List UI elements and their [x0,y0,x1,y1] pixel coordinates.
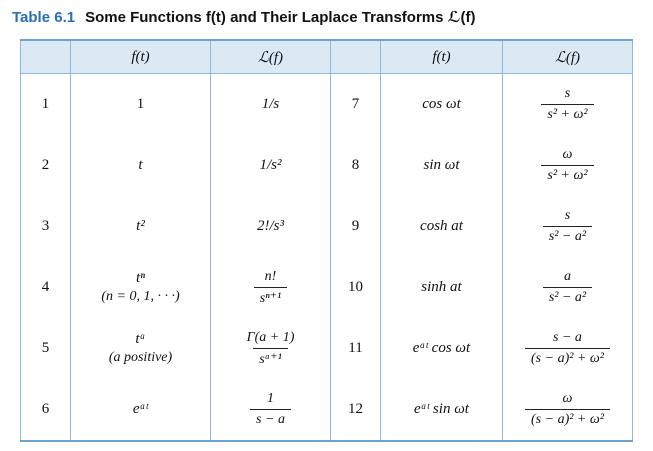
table-row [21,135,633,196]
transform-cell: 1/s [211,74,331,136]
function-cell: 1 [71,74,211,136]
function-note: (a positive) [108,350,173,365]
row-number: 2 [21,135,71,196]
function-cell: sin ωt [381,135,503,196]
row-number: 12 [331,379,381,441]
row-number: 10 [331,257,381,318]
function-cell: cosh at [381,196,503,257]
table-row [21,257,633,318]
row-number: 6 [21,379,71,441]
row-number: 4 [21,257,71,318]
table-row [21,379,633,441]
header-row [21,40,633,74]
function-cell: sinh at [381,257,503,318]
row-number: 7 [331,74,381,136]
transform-cell [211,379,331,441]
fraction: $\frac{s}{\text{s² + ω²}}$ [541,86,593,123]
table-row [21,74,633,136]
fraction: $\frac{a}{\text{s² − a²}}$ [543,269,592,306]
row-number: 9 [331,196,381,257]
transform-cell [503,379,633,441]
row-number: 3 [21,196,71,257]
transform-cell [211,318,331,379]
function-cell: t [71,135,211,196]
transform-cell: 2!/s³ [211,196,331,257]
laplace-table [20,39,633,442]
function-cell: cos ωt [381,74,503,136]
header-blank-left [21,40,71,74]
function-note: (n = 0, 1, · · ·) [101,289,180,304]
transform-cell [503,196,633,257]
header-f-right: f(t) [381,40,503,74]
transform-cell [211,257,331,318]
function-cell: eᵃᵗ [71,379,211,441]
table-caption [12,8,475,26]
table-row [21,318,633,379]
function-cell: tᵃ (a positive) [71,318,211,379]
function-cell: tⁿ (n = 0, 1, · · ·) [71,257,211,318]
fraction: $\frac{s - a}{\text{(s − a)² + ω²}}$ [525,330,610,367]
function-cell: eᵃᵗ cos ωt [381,318,503,379]
row-number: 11 [331,318,381,379]
transform-cell [503,318,633,379]
header-L-left: ℒ(f) [211,40,331,74]
fraction: $\frac{n!}{\text{sⁿ⁺¹}}$ [254,269,287,307]
transform-cell [503,74,633,136]
header-f-left: f(t) [71,40,211,74]
fraction: $\frac{s}{\text{s² − a²}}$ [543,208,592,245]
header-blank-right [331,40,381,74]
function-cell: t² [71,196,211,257]
fraction: $\frac{\omega}{\text{s² + ω²}}$ [541,147,593,184]
transform-cell: 1/s² [211,135,331,196]
header-L-right: ℒ(f) [503,40,633,74]
fraction: $\frac{\omega}{\text{(s − a)² + ω²}}$ [525,391,610,428]
table-row [21,196,633,257]
transform-cell [503,257,633,318]
row-number: 1 [21,74,71,136]
table-title: Some Functions f(t) and Their Laplace Transforms ℒ(f) [85,9,476,26]
row-number: 5 [21,318,71,379]
function-cell: eᵃᵗ sin ωt [381,379,503,441]
table-number: Table 6.1 [12,9,76,26]
fraction: $\frac{\Gamma(a + 1)}{\text{sᵃ⁺¹}}$ [246,329,295,367]
fraction: $\frac{1}{s - a}$ [250,391,291,428]
row-number: 8 [331,135,381,196]
transform-cell [503,135,633,196]
